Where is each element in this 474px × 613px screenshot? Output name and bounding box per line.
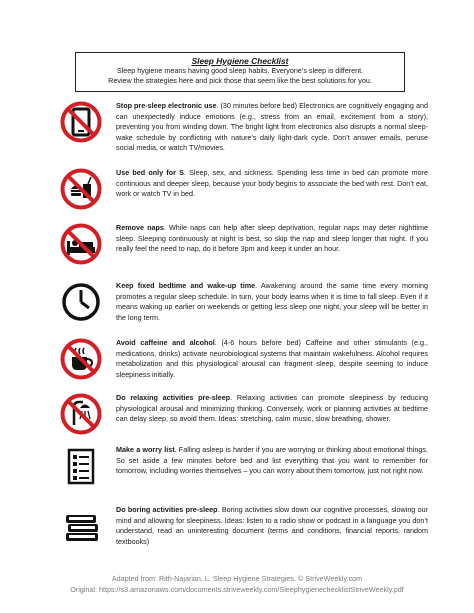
intro-line-2: Review the strategies here and pick those that seem like the best solutions for you. — [108, 76, 372, 85]
checklist-icon — [60, 445, 102, 487]
item-text: Keep fixed bedtime and wake-up time. Awakening around the same time every morning promotes a regular sleep schedule. In turn, your body learns when it is time to fall sleep. Even if it means waking up earlier on weekends or getting less sleep one night, your sleep will be better in the long term. — [116, 281, 428, 322]
item-text: Remove naps. While naps can help after sleep deprivation, regular naps may deter nighttime sleep. Sleeping continuously at night is best, so skip the nap and sleep longer that night. If you really feel the need to nap, do it before 3pm and keep it under an hour. — [116, 223, 428, 254]
item-text: Use bed only for S. Sleep, sex, and sickness. Spending less time in bed can promote more continuous and deeper sleep, because your body begins to associate the bed with rest. Don’t eat, work or watch TV in bed. — [116, 168, 428, 199]
item-text: Do boring activities pre-sleep. Boring activities slow down our cognitive processes, slowing our mind and allowing for sleepiness. Ideas: listen to a radio show or podcast in a language you don’t understand, read an uninteresting document (terms and conditions, financial reports, random textbooks) — [116, 505, 428, 546]
item-text: Stop pre-sleep electronic use. (30 minutes before bed) Electronics are cognitively engaging and can unexpectedly induce emotions (e.g., stress from an email, excitement from a story), preventing you from winding down. The bright light from electronics also disrupts a normal sleep-wake schedule by conflicting with nature’s daily light-dark cycle. Don’t answer emails, peruse social media, or watch TV/movies. — [116, 101, 428, 153]
item-text: Avoid caffeine and alcohol. (4-6 hours before bed) Caffeine and other stimulants (e.g., medications, drinks) activate neurobiological systems that maintain wakefulness. Alcohol requires metabolization and this physiological arousal can fragment sleep, despite seeming to induce sleepiness initially. — [116, 338, 428, 379]
item-text: Do relaxing activities pre-sleep. Relaxing activities can promote sleepiness by reducing physiological arousal and minimizing thinking. Conversely, work or planning activities at bedtime can delay sleep, so avoid them. Ideas: stretching, calm music, slow breathing, shower. — [116, 393, 428, 424]
no-shower-icon — [60, 393, 102, 435]
books-icon — [60, 505, 102, 547]
clock-icon — [60, 281, 102, 323]
no-phone-icon — [60, 101, 102, 143]
item-text: Make a worry list. Falling asleep is harder if you are worrying or thinking about emotional things. So set aside a few minutes before bed and list everything that you want to remember for tomorrow, including worries themselves – you can worry about them tomorrow, just not right now. — [116, 445, 428, 476]
page-title: Sleep Hygiene Checklist — [191, 56, 289, 66]
no-caffeine-icon — [60, 338, 102, 380]
intro-line-1: Sleep hygiene means having good sleep habits. Everyone’s sleep is different. — [116, 66, 364, 75]
footer-source-url: Original: https://s3.amazonaws.com/documents.striveweekly.com/SleephygienechecklistStriveWeekly.pdf — [70, 585, 404, 594]
no-food-in-bed-icon — [60, 168, 102, 210]
no-nap-icon — [60, 223, 102, 265]
footer — [0, 573, 474, 595]
footer-attribution: Adapted from: Rith-Najarian, L. Sleep Hygiene Strategies. © StriveWeekly.com — [111, 574, 363, 583]
header-box — [75, 52, 405, 92]
